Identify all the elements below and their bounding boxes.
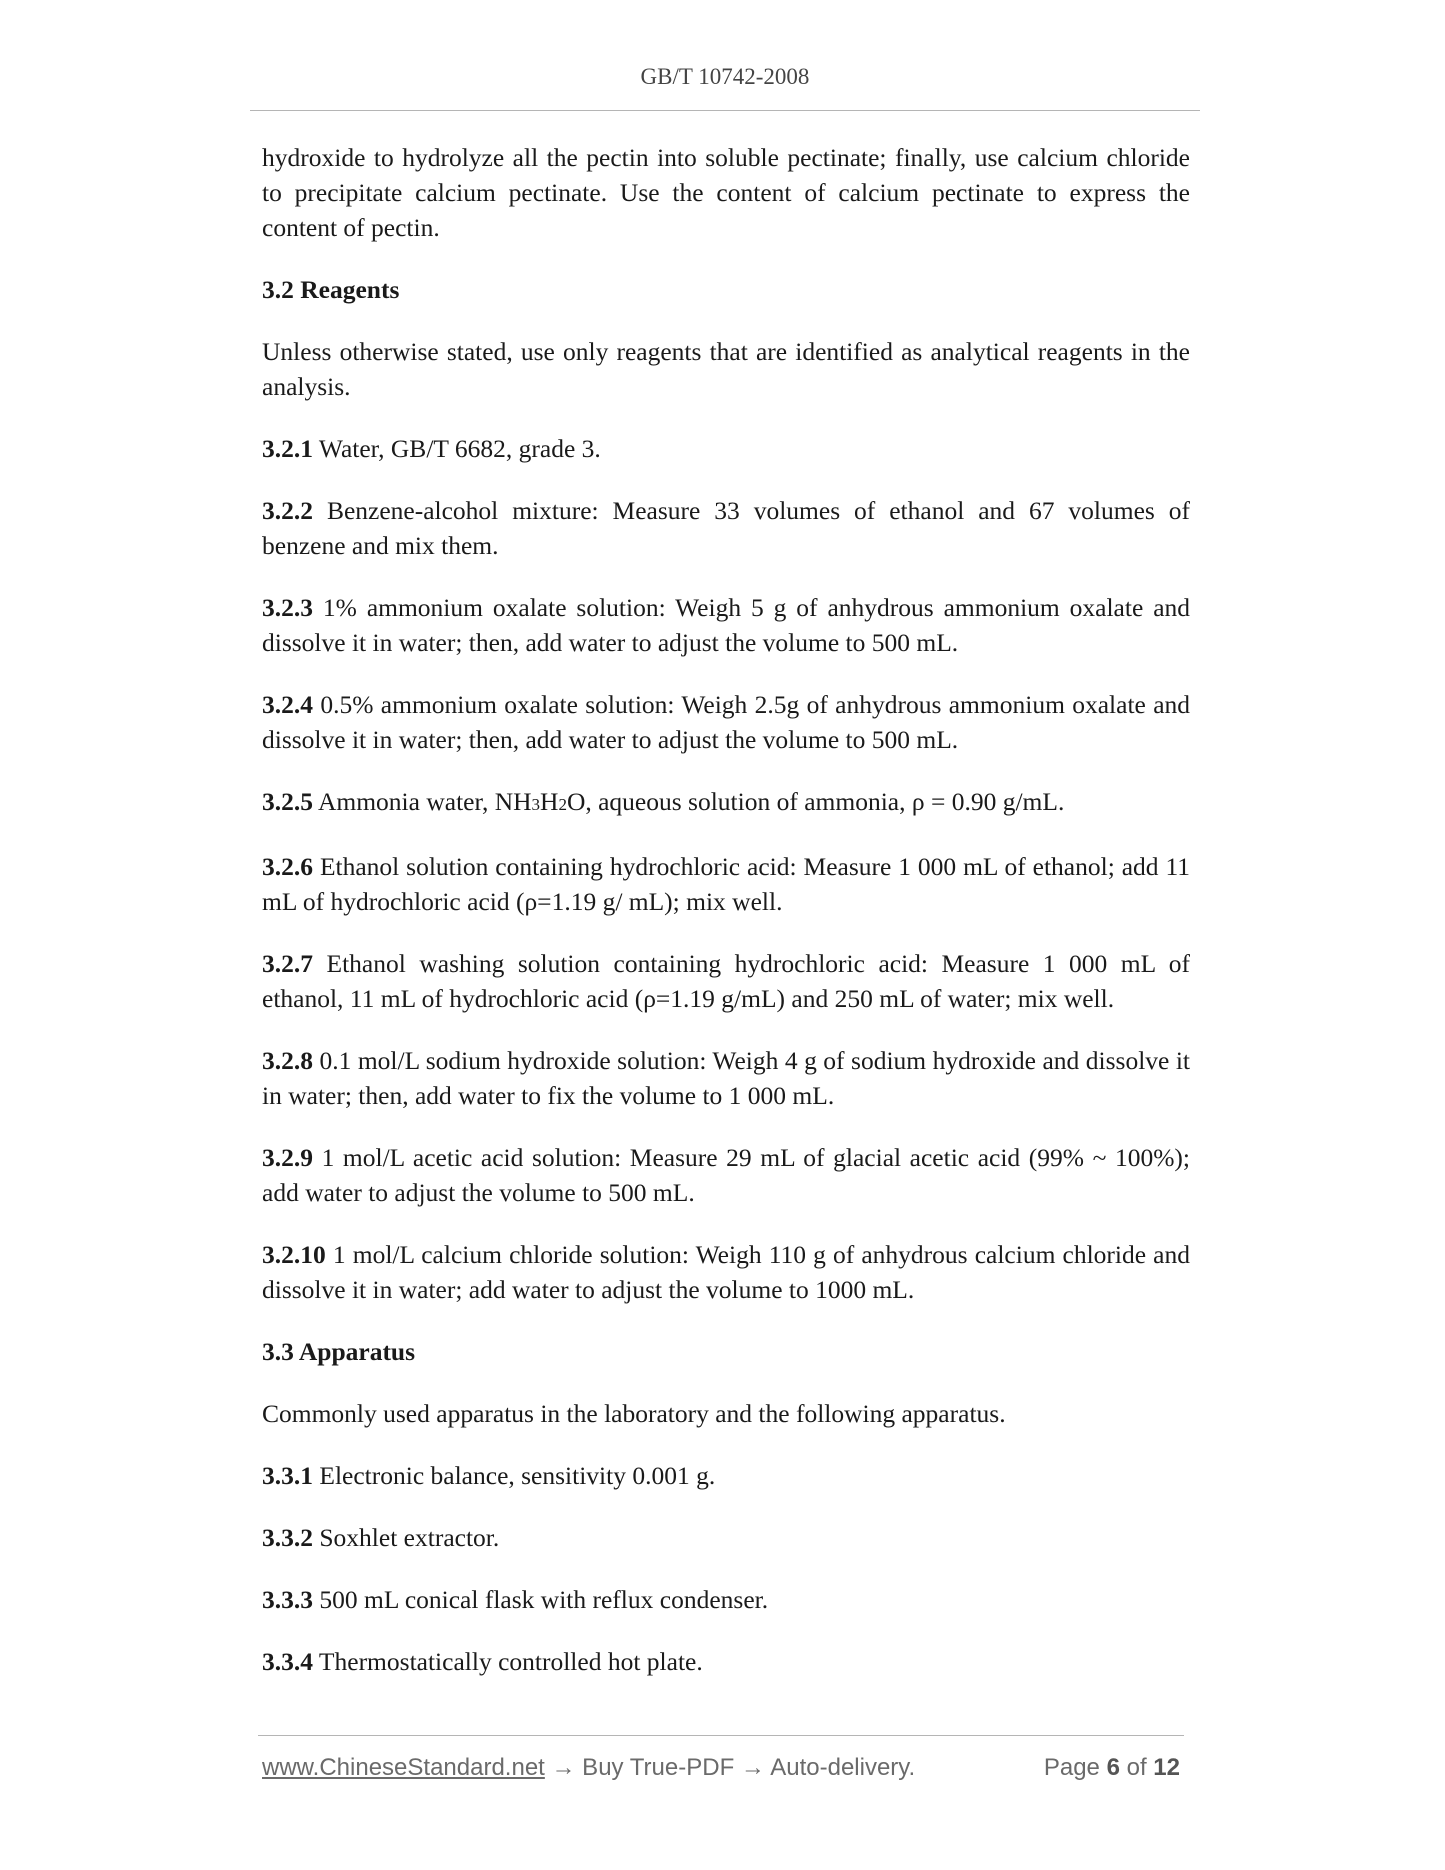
clause-text-pre: Ammonia water, NH [317, 787, 532, 816]
clause-text: 1% ammonium oxalate solution: Weigh 5 g of anhydrous ammonium oxalate and dissolve it in water; then, add water to adjust the volume to 500 mL. [262, 593, 1191, 657]
clause-number: 3.3.2 [262, 1523, 313, 1552]
clause-number: 3.2.9 [262, 1143, 313, 1172]
clause-text: 0.5% ammonium oxalate solution: Weigh 2.5g of anhydrous ammonium oxalate and dissolve it in water; then, add water to adjust the volume to 500 mL. [262, 690, 1191, 754]
clause-text: Soxhlet extractor. [319, 1523, 500, 1552]
clause-text: Thermostatically controlled hot plate. [318, 1647, 703, 1676]
clause-text: 0.1 mol/L sodium hydroxide solution: Weigh 4 g of sodium hydroxide and dissolve it in water; then, add water to fix the volume to 1 000 mL. [262, 1046, 1191, 1110]
chinesestandard-link[interactable]: www.ChineseStandard.net [262, 1754, 545, 1781]
reagent-item-3-2-3 [262, 590, 1190, 660]
intro-paragraph: hydroxide to hydrolyze all the pectin into soluble pectinate; finally, use calcium chloride to precipitate calcium pectinate. Use the content of calcium pectinate to express the content of pectin. [262, 143, 1190, 242]
footer-promo [262, 1754, 915, 1782]
clause-number: 3.2.2 [262, 496, 313, 525]
reagent-item-3-2-10 [262, 1237, 1190, 1307]
clause-number: 3.2.5 [262, 787, 313, 816]
reagent-item-3-2-1 [262, 431, 1190, 466]
reagent-item-3-2-6 [262, 849, 1190, 919]
page-indicator [1044, 1754, 1180, 1782]
reagent-item-3-2-4 [262, 687, 1190, 757]
reagent-item-3-2-2 [262, 493, 1190, 563]
reagent-item-3-2-8 [262, 1043, 1190, 1113]
reagent-item-3-2-9 [262, 1140, 1190, 1210]
clause-text-post: O, aqueous solution of ammonia, ρ = 0.90 g/mL. [566, 787, 1065, 816]
apparatus-item-3-3-1 [262, 1458, 1190, 1493]
promo-text: → Buy True-PDF → Auto-delivery. [551, 1754, 916, 1781]
page-label: Page [1043, 1754, 1100, 1781]
total-pages: 12 [1153, 1754, 1180, 1781]
reagents-intro: Unless otherwise stated, use only reagents that are identified as analytical reagents in the analysis. [262, 337, 1190, 401]
clause-text: Ethanol solution containing hydrochloric acid: Measure 1 000 mL of ethanol; add 11 mL of hydrochloric acid (ρ=1.19 g/ mL); mix well. [262, 852, 1191, 916]
clause-number: 3.2.3 [262, 593, 313, 622]
clause-text: Water, GB/T 6682, grade 3. [318, 434, 601, 463]
clause-text: 1 mol/L calcium chloride solution: Weigh 110 g of anhydrous calcium chloride and dissolve it in water; add water to adjust the volume to 1000 mL. [262, 1240, 1190, 1304]
clause-number: 3.3.1 [262, 1461, 313, 1490]
page-content [262, 140, 1190, 1679]
section-heading-apparatus: 3.3 Apparatus [262, 1337, 416, 1366]
subscript: 3 [531, 795, 541, 814]
clause-text: Benzene-alcohol mixture: Measure 33 volumes of ethanol and 67 volumes of benzene and mix them. [262, 496, 1190, 560]
clause-text: Ethanol washing solution containing hydrochloric acid: Measure 1 000 mL of ethanol, 11 mL of hydrochloric acid (ρ=1.19 g/mL) and 250 mL of water; mix well. [262, 949, 1191, 1013]
clause-text: 500 mL conical flask with reflux condenser. [319, 1585, 769, 1614]
apparatus-item-3-3-2 [262, 1520, 1190, 1555]
clause-number: 3.2.6 [262, 852, 313, 881]
clause-number: 3.2.7 [262, 949, 313, 978]
footer-divider [258, 1735, 1184, 1736]
clause-number: 3.3.3 [262, 1585, 313, 1614]
apparatus-intro: Commonly used apparatus in the laboratory and the following apparatus. [262, 1399, 1006, 1428]
clause-number: 3.2.4 [262, 690, 313, 719]
clause-text: 1 mol/L acetic acid solution: Measure 29 mL of glacial acetic acid (99% ~ 100%); add water to adjust the volume to 500 mL. [262, 1143, 1191, 1207]
clause-number: 3.2.8 [262, 1046, 313, 1075]
header-divider [250, 110, 1200, 111]
section-heading-reagents: 3.2 Reagents [262, 275, 400, 304]
apparatus-item-3-3-4 [262, 1644, 1190, 1679]
clause-number: 3.3.4 [262, 1647, 313, 1676]
reagent-item-3-2-7 [262, 946, 1190, 1016]
reagent-item-3-2-5 [262, 784, 1190, 822]
clause-text: Electronic balance, sensitivity 0.001 g. [319, 1461, 716, 1490]
current-page: 6 [1106, 1754, 1120, 1781]
page-of-label: of [1126, 1754, 1147, 1781]
apparatus-item-3-3-3 [262, 1582, 1190, 1617]
document-id-header: GB/T 10742-2008 [640, 64, 810, 89]
clause-text-mid: H [540, 787, 559, 816]
clause-number: 3.2.1 [262, 434, 313, 463]
subscript: 2 [558, 795, 567, 814]
clause-number: 3.2.10 [262, 1240, 326, 1269]
